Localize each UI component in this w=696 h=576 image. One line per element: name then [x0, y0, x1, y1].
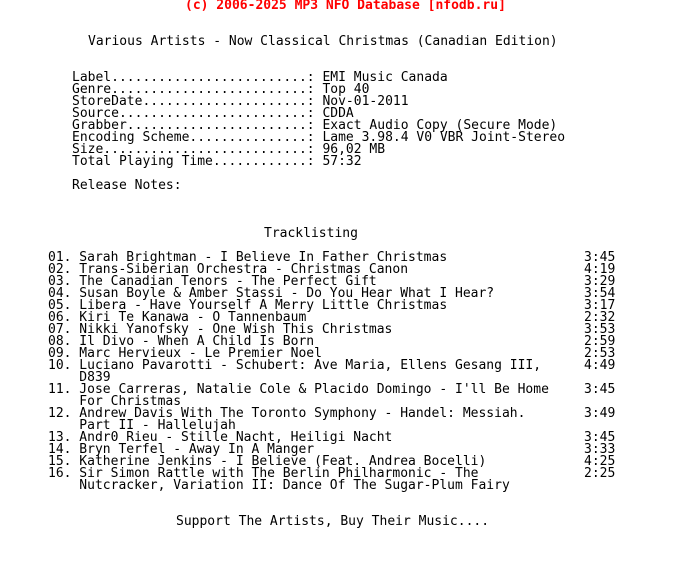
- track-duration: 3:33: [584, 442, 616, 457]
- track-duration: 3:53: [584, 322, 616, 337]
- track-title: 01. Sarah Brightman - I Believe In Father Christmas: [48, 250, 448, 265]
- track-duration: 3:45: [584, 250, 616, 265]
- track-title: For Christmas: [48, 394, 182, 409]
- track-duration: 2:32: [584, 310, 616, 325]
- track-title: Part II - Hallelujah: [48, 418, 236, 433]
- info-genre: Genre.........................: Top 40: [72, 82, 370, 97]
- track-duration: 3:49: [584, 406, 616, 421]
- track-title: 15. Katherine Jenkins - I Believe (Feat. Andrea Bocelli): [48, 454, 487, 469]
- tracklisting-heading: Tracklisting: [264, 226, 358, 241]
- info-grabber: Grabber.......................: Exact Audio Copy (Secure Mode): [72, 118, 558, 133]
- track-title: 06. Kiri Te Kanawa - O Tannenbaum: [48, 310, 307, 325]
- track-title: 09. Marc Hervieux - Le Premier Noel: [48, 346, 322, 361]
- track-duration: 2:53: [584, 346, 616, 361]
- info-storedate: StoreDate.....................: Nov-01-2011: [72, 94, 409, 109]
- track-title: 12. Andrew Davis With The Toronto Symphony - Handel: Messiah.: [48, 406, 526, 421]
- track-duration: 3:45: [584, 430, 616, 445]
- footer-text: Support The Artists, Buy Their Music....: [176, 514, 490, 529]
- track-duration: 4:49: [584, 358, 616, 373]
- track-title: 07. Nikki Yanofsky - One Wish This Christmas: [48, 322, 393, 337]
- track-title: 05. Libera - Have Yourself A Merry Little Christmas: [48, 298, 448, 313]
- track-title: 16. Sir Simon Rattle with The Berlin Philharmonic - The: [48, 466, 479, 481]
- info-source: Source........................: CDDA: [72, 106, 354, 121]
- track-title: Nutcracker, Variation II: Dance Of The Sugar-Plum Fairy: [48, 478, 510, 493]
- track-duration: 3:29: [584, 274, 616, 289]
- track-title: 03. The Canadian Tenors - The Perfect Gift: [48, 274, 377, 289]
- track-title: 08. Il Divo - When A Child Is Born: [48, 334, 315, 349]
- info-label: Label.........................: EMI Music Canada: [72, 70, 448, 85]
- track-duration: 4:25: [584, 454, 616, 469]
- track-title: 11. Jose Carreras, Natalie Cole & Placido Domingo - I'll Be Home: [48, 382, 549, 397]
- track-title: 14. Bryn Terfel - Away In A Manger: [48, 442, 315, 457]
- release-title: Various Artists - Now Classical Christmas (Canadian Edition): [88, 34, 558, 49]
- track-duration: 2:25: [584, 466, 616, 481]
- track-duration: 4:19: [584, 262, 616, 277]
- track-title: 10. Luciano Pavarotti - Schubert: Ave Maria, Ellens Gesang III,: [48, 358, 542, 373]
- track-duration: 2:59: [584, 334, 616, 349]
- track-duration: 3:17: [584, 298, 616, 313]
- track-title: D839: [48, 370, 111, 385]
- info-playing-time: Total Playing Time............: 57:32: [72, 154, 362, 169]
- track-title: 04. Susan Boyle & Amber Stassi - Do You Hear What I Hear?: [48, 286, 495, 301]
- release-notes-label: Release Notes:: [72, 178, 182, 193]
- site-header: (c) 2006-2025 MP3 NFO Database [nfodb.ru]: [185, 0, 506, 13]
- track-duration: 3:45: [584, 382, 616, 397]
- track-duration: 3:54: [584, 286, 616, 301]
- info-size: Size..........................: 96,02 MB: [72, 142, 386, 157]
- track-title: 13. Andr0 Rieu - Stille Nacht, Heiligi Nacht: [48, 430, 393, 445]
- info-encoding: Encoding Scheme...............: Lame 3.98.4 V0 VBR Joint-Stereo: [72, 130, 566, 145]
- track-title: 02. Trans-Siberian Orchestra - Christmas Canon: [48, 262, 409, 277]
